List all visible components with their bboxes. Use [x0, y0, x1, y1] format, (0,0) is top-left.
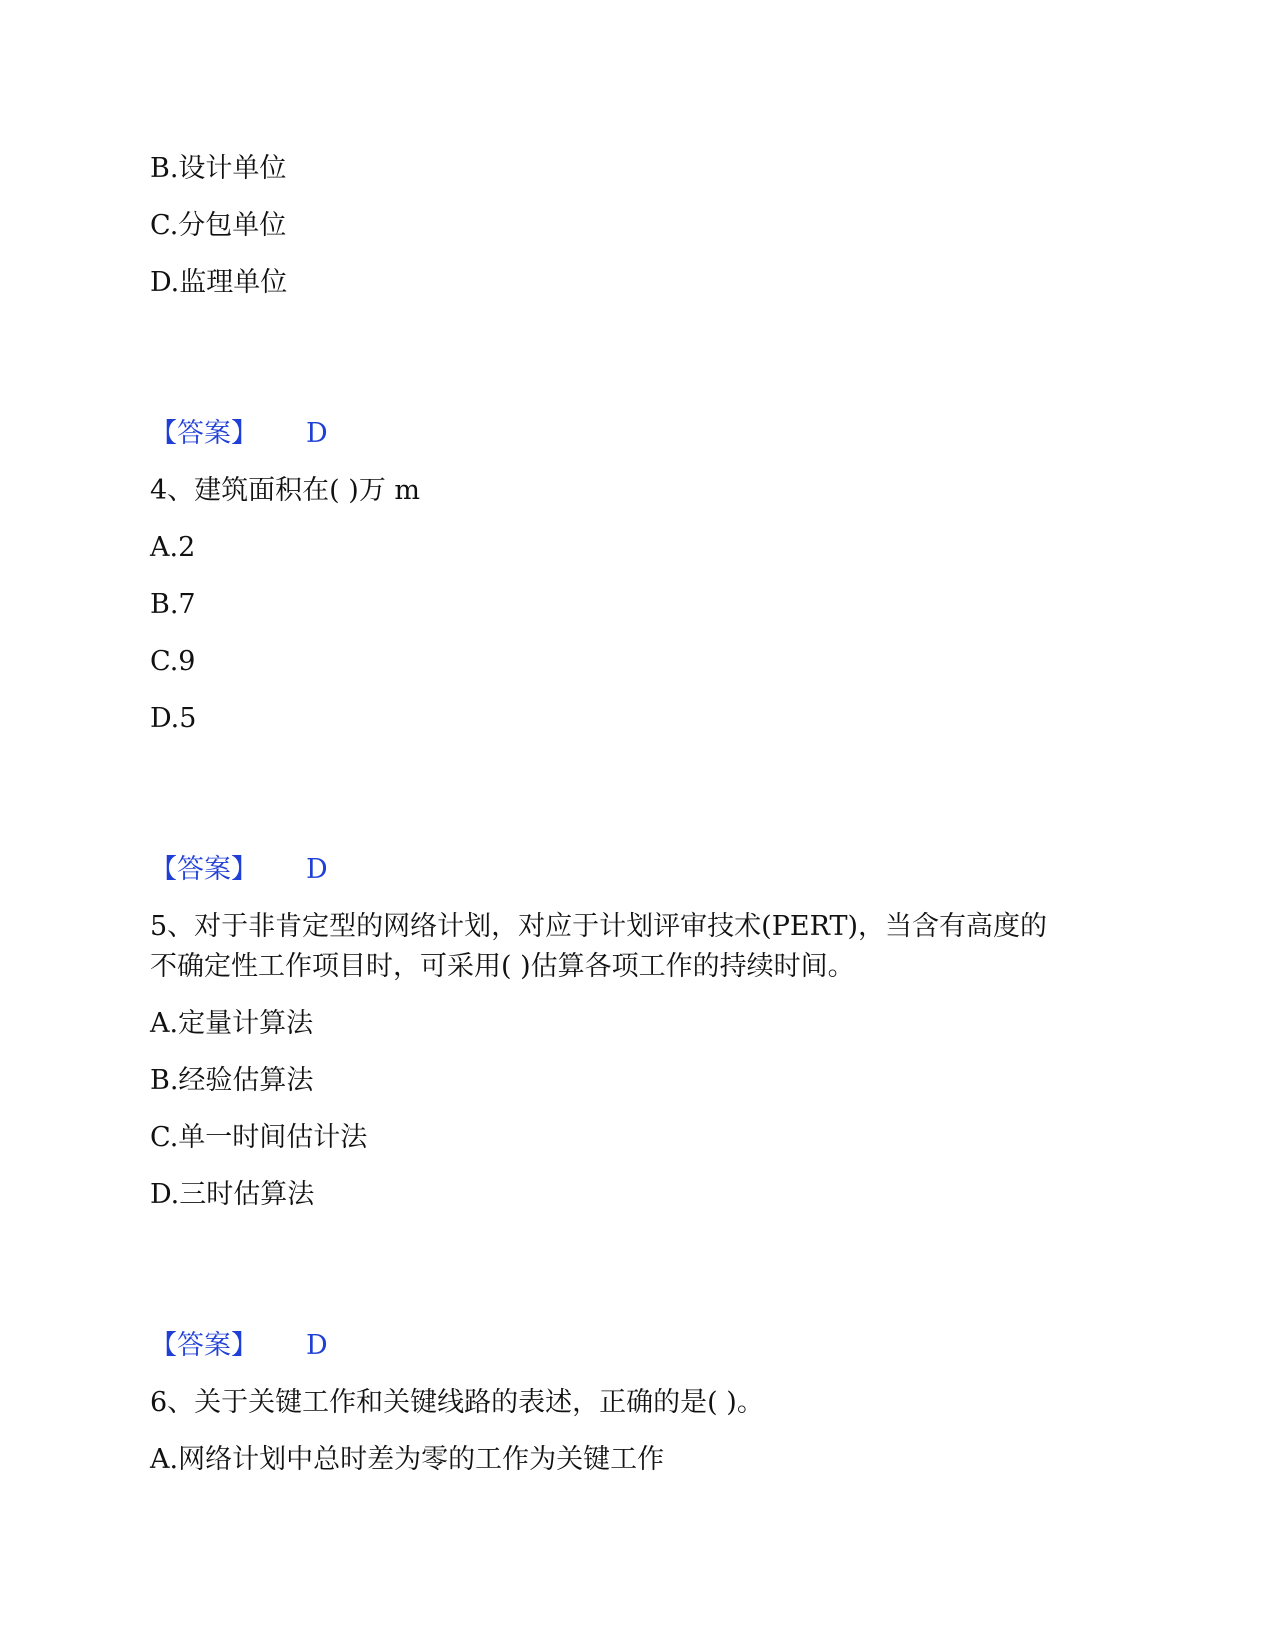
q4-option-c: C.9 [150, 646, 196, 677]
q5-answer [150, 1329, 328, 1363]
q5-option-a: A.定量计算法 [150, 1008, 314, 1039]
q5-stem-line-2: 不确定性工作项目时，可采用( )估算各项工作的持续时间。 [150, 951, 855, 982]
answer-value: D [306, 418, 328, 449]
q3-option-b: B.设计单位 [150, 153, 287, 184]
q4-option-b: B.7 [150, 589, 196, 620]
q4-answer [150, 853, 328, 887]
answer-label: 【答案】 [150, 854, 258, 885]
q3-option-c: C.分包单位 [150, 210, 287, 241]
q6-option-a: A.网络计划中总时差为零的工作为关键工作 [150, 1444, 665, 1475]
q5-option-d: D.三时估算法 [150, 1179, 315, 1210]
q3-option-d: D.监理单位 [150, 267, 288, 298]
q4-option-d: D.5 [150, 703, 197, 734]
answer-value: D [306, 1330, 328, 1361]
answer-label: 【答案】 [150, 418, 258, 449]
q3-answer [150, 417, 328, 451]
answer-label: 【答案】 [150, 1330, 258, 1361]
q5-stem-line-1: 5、对于非肯定型的网络计划，对应于计划评审技术(PERT)，当含有高度的 [150, 911, 1047, 942]
answer-value: D [306, 854, 328, 885]
q4-stem: 4、建筑面积在( )万 m [150, 475, 421, 506]
q5-option-c: C.单一时间估计法 [150, 1122, 368, 1153]
q4-option-a: A.2 [150, 532, 196, 563]
q6-stem: 6、关于关键工作和关键线路的表述，正确的是( )。 [150, 1387, 764, 1418]
q5-option-b: B.经验估算法 [150, 1065, 314, 1096]
